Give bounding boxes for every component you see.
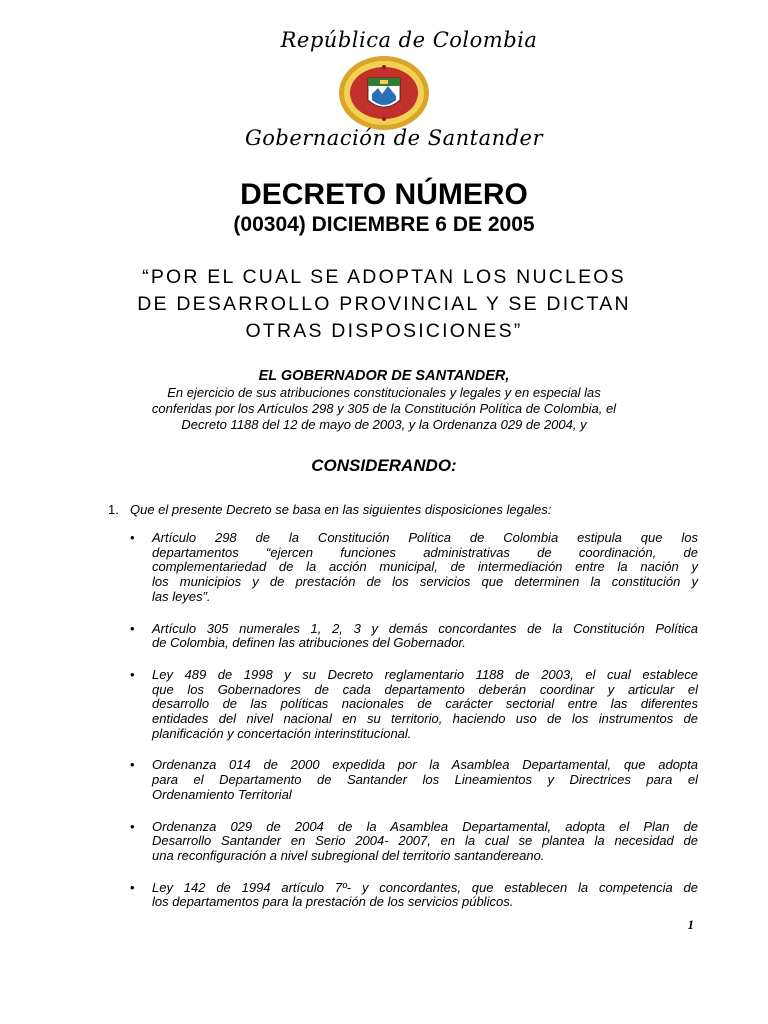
list-item-line: complementariedad de la acción municipal, de intermediación entre la nación y [152,559,698,575]
list-item-line: Ordenanza 029 de 2004 de la Asamblea Departamental, adopta el Plan de [152,818,698,834]
list-item [130,758,698,802]
list-item [130,531,698,605]
list-item-line: Artículo 305 numerales 1, 2, 3 y demás concordantes de la Constitución Política [152,620,698,636]
list-item-line: Desarrollo Santander en Serio 2004- 2007, en la cual se plantea la necesidad de [152,833,698,849]
list-item-line: las leyes”. [152,588,211,604]
republic-heading: República de Colombia [280,28,538,52]
governor-preamble [90,367,678,433]
bullet-icon: • [130,530,135,545]
decree-title: DECRETO NÚMERO [240,178,528,211]
list-item-line: que los Gobernadores de cada departamento deberán coordinar y articular el [152,681,698,697]
list-item [130,820,698,864]
list-item-line: una reconfiguración a nivel subregional del territorio santandereano. [152,847,545,863]
list-item [130,881,698,910]
governor-title: EL GOBERNADOR DE SANTANDER, [258,368,510,384]
list-item-line: Ordenanza 014 de 2000 expedida por la Asamblea Departamental, que adopta [152,757,698,773]
preamble-line: conferidas por los Artículos 298 y 305 de la Constitución Política de Colombia, el [151,401,617,416]
bullet-icon: • [130,818,135,834]
letterhead [0,28,768,150]
paragraph-number: 1. [108,502,119,517]
paragraph-text: Que el presente Decreto se basa en las siguientes disposiciones legales: [130,502,552,517]
government-heading: Gobernación de Santander [244,126,544,150]
list-item-line: planificación y concertación interinstitucional. [152,725,412,741]
list-item [130,622,698,651]
list-item-line: departamentos “ejercen funciones administrativas de coordinación, de [152,544,698,560]
preamble-line: Decreto 1188 del 12 de mayo de 2003, y la Ordenanza 029 de 2004, y [181,417,587,432]
list-item-line: para el Departamento de Santander los Lineamientos y Directrices para el [152,772,698,788]
list-item-line: los departamentos para la prestación de los servicios públicos. [152,894,514,910]
list-item-line: desarrollo de las políticas nacionales de carácter sectorial entre las diferentes [152,696,698,712]
subject-line: OTRAS DISPOSICIONES” [245,320,523,342]
subject-line: “POR EL CUAL SE ADOPTAN LOS NUCLEOS [142,266,626,288]
preamble-line: En ejercicio de sus atribuciones constitucionales y legales y en especial las [167,385,601,400]
santander-seal-icon [336,54,432,132]
page-number: 1 [687,917,694,932]
bullet-icon: • [130,757,135,773]
legal-provisions-list [130,531,698,910]
list-item-line: Artículo 298 de la Constitución Política de Colombia estipula que los [152,530,698,545]
list-item-line: Ordenamiento Territorial [152,786,292,802]
decree-number-date: (00304) DICIEMBRE 6 DE 2005 [233,213,535,236]
decree-subject [60,264,708,345]
decree-heading [0,178,768,238]
considerando-heading: CONSIDERANDO: [311,456,457,475]
list-item-line: Ley 489 de 1998 y su Decreto reglamentario 1188 de 2003, el cual establece [152,666,698,682]
list-item-line: Ley 142 de 1994 artículo 7º- y concordantes, que establecen la competencia de [152,879,698,895]
list-item [130,668,698,742]
bullet-icon: • [130,879,135,895]
subject-line: DE DESARROLLO PROVINCIAL Y SE DICTAN [137,293,631,315]
list-item-line: entidades del nivel nacional en su territorio, haciendo uso de los instrumentos de [152,711,698,727]
list-item-line: los municipios y de prestación de los servicios que determinen la constitución y [152,574,698,590]
bullet-icon: • [130,620,135,636]
list-item-line: de Colombia, definen las atribuciones del Gobernador. [152,635,466,651]
numbered-paragraph [108,502,551,517]
bullet-icon: • [130,666,135,682]
